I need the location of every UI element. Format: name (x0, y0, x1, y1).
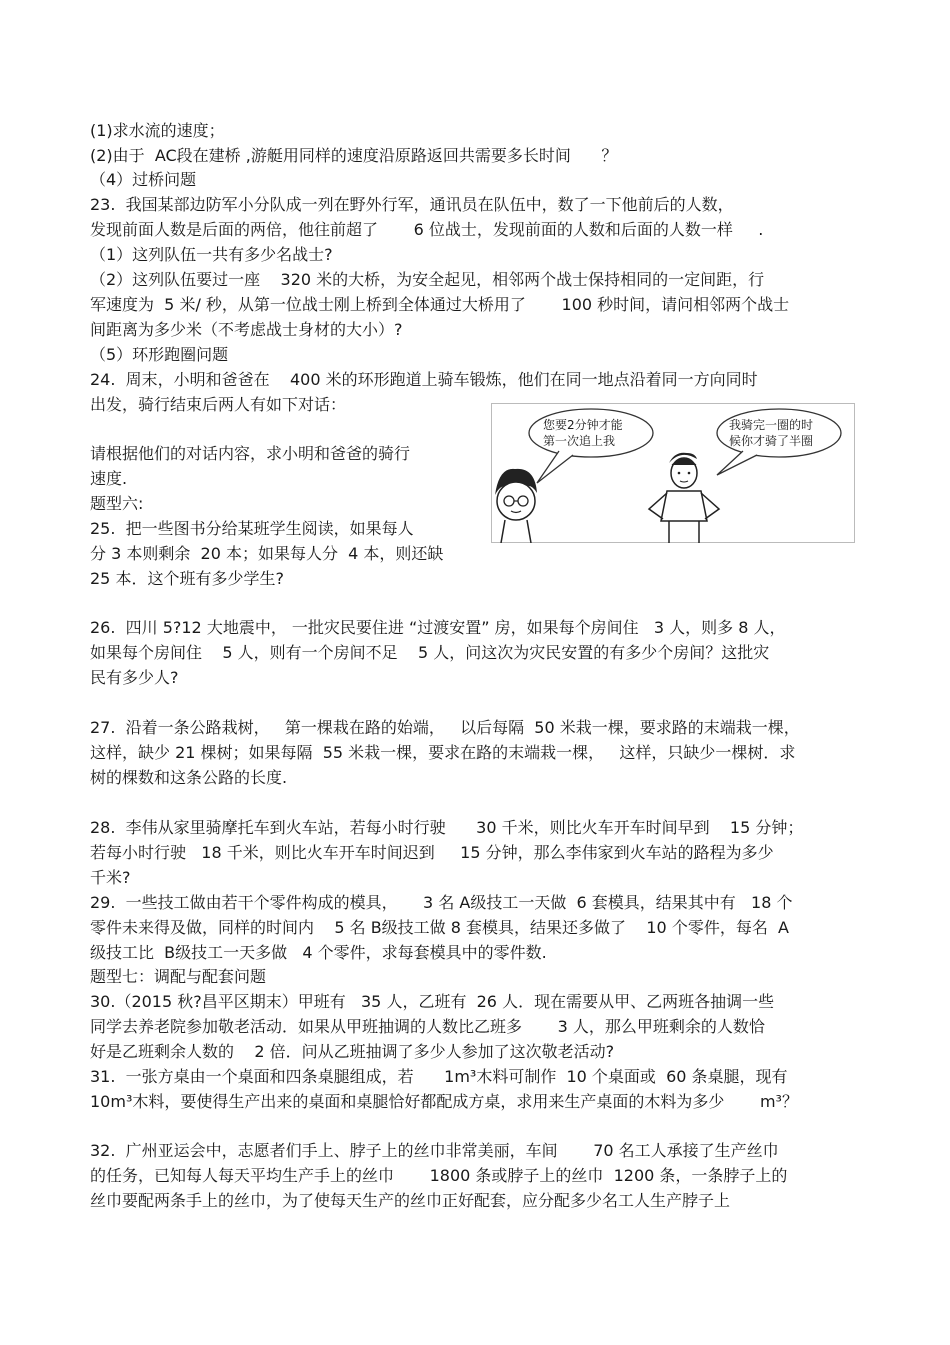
text-line: 若每小时行驶 18 千米，则比火车开车时间迟到 15 分钟，那么李伟家到火车站的路程为多少 (90, 843, 774, 862)
son-bubble-text: 您要2分钟才能 第一次追上我 (543, 418, 623, 448)
text-line: 24. 周末，小明和爸爸在 400 米的环形跑道上骑车锻炼，他们在同一地点沿着同一方向同时 (90, 370, 758, 389)
text-line: 发现前面人数是后面的两倍，他往前超了 6 位战士，发现前面的人数和后面的人数一样 . (90, 220, 764, 239)
text-line: 26. 四川 5?12 大地震中， 一批灾民要住进 “过渡安置” 房，如果每个房间住 3 人，则多 8 人， (90, 618, 786, 637)
text-line: （2）这列队伍要过一座 320 米的大桥，为安全起见，相邻两个战士保持相同的一定间距，行 (90, 270, 765, 289)
text-line: 丝巾要配两条手上的丝巾，为了使每天生产的丝巾正好配套，应分配多少名工人生产脖子上 (90, 1191, 731, 1210)
text-line: (1)求水流的速度； (90, 121, 225, 140)
text-line: 10m³木料，要使得生产出来的桌面和桌腿恰好都配成方桌，求用来生产桌面的木料为多少 m³？ (90, 1092, 798, 1111)
text-line: 28. 李伟从家里骑摩托车到火车站，若每小时行驶 30 千米，则比火车开车时间早到 15 分钟； (90, 818, 804, 837)
text-line: 31. 一张方桌由一个桌面和四条桌腿组成，若 1m³木料可制作 10 个桌面或 60 条桌腿，现有 (90, 1067, 788, 1086)
text-line: 树的棵数和这条公路的长度. (90, 768, 288, 787)
text-line: 间距离为多少米（不考虑战士身材的大小）? (90, 320, 403, 339)
text-line: 同学去养老院参加敬老活动．如果从甲班抽调的人数比乙班多 3 人，那么甲班剩余的人数恰 (90, 1017, 765, 1036)
text-line: 速度. (90, 469, 128, 488)
text-line: 如果每个房间住 5 人，则有一个房间不足 5 人，问这次为灾民安置的有多少个房间？这批灾 (90, 643, 770, 662)
text-line: 29. 一些技工做由若干个零件构成的模具， 3 名 A级技工一天做 6 套模具，结果其中有 18 个 (90, 893, 793, 912)
text-line: 32. 广州亚运会中，志愿者们手上、脖子上的丝巾非常美丽，车间 70 名工人承接了生产丝巾 (90, 1141, 779, 1160)
text-line: 27. 沿着一条公路栽树， 第一棵栽在路的始端， 以后每隔 50 米栽一棵，要求路的末端栽一棵， (90, 718, 800, 737)
text-line: 题型六: (90, 494, 144, 513)
text-line: 出发，骑行结束后两人有如下对话： (90, 395, 347, 414)
text-line: 25 本．这个班有多少学生? (90, 569, 284, 588)
text-line: （1）这列队伍一共有多少名战士? (90, 245, 333, 264)
text-line: 25. 把一些图书分给某班学生阅读，如果每人 (90, 519, 414, 538)
text-line: 好是乙班剩余人数的 2 倍．问从乙班抽调了多少人参加了这次敬老活动? (90, 1042, 615, 1061)
dialogue-illustration (491, 403, 855, 543)
text-line: （4）过桥问题 (90, 170, 197, 189)
text-line: (2)由于 AC段在建桥 ,游艇用同样的速度沿原路返回共需要多长时间 ？ (90, 146, 618, 165)
text-line: 的任务，已知每人每天平均生产手上的丝巾 1800 条或脖子上的丝巾 1200 条，一条脖子上的 (90, 1166, 788, 1185)
dad-bubble-text: 我骑完一圈的时 候你才骑了半圈 (729, 418, 814, 448)
text-line: 请根据他们的对话内容，求小明和爸爸的骑行 (90, 444, 411, 463)
text-line: 分 3 本则剩余 20 本；如果每人分 4 本，则还缺 (90, 544, 444, 563)
text-line: 级技工比 B级技工一天多做 4 个零件，求每套模具中的零件数. (90, 943, 547, 962)
text-line: 千米? (90, 868, 131, 887)
text-line: 民有多少人? (90, 668, 179, 687)
text-line: 30.（2015 秋?昌平区期末）甲班有 35 人，乙班有 26 人．现在需要从甲、乙两班各抽调一些 (90, 992, 775, 1011)
text-line: 这样，缺少 21 棵树；如果每隔 55 米栽一棵，要求在路的末端栽一棵， 这样，只缺少一棵树．求 (90, 743, 796, 762)
text-line: 题型七：调配与配套问题 (90, 967, 267, 986)
text-line: （5）环形跑圈问题 (90, 345, 229, 364)
text-line: 23. 我国某部边防军小分队成一列在野外行军，通讯员在队伍中，数了一下他前后的人数， (90, 195, 734, 214)
text-line: 零件未来得及做，同样的时间内 5 名 B级技工做 8 套模具，结果还多做了 10 个零件，每名 A (90, 918, 789, 937)
text-line: 军速度为 5 米/ 秒，从第一位战士刚上桥到全体通过大桥用了 100 秒时间，请问相邻两个战士 (90, 295, 790, 314)
